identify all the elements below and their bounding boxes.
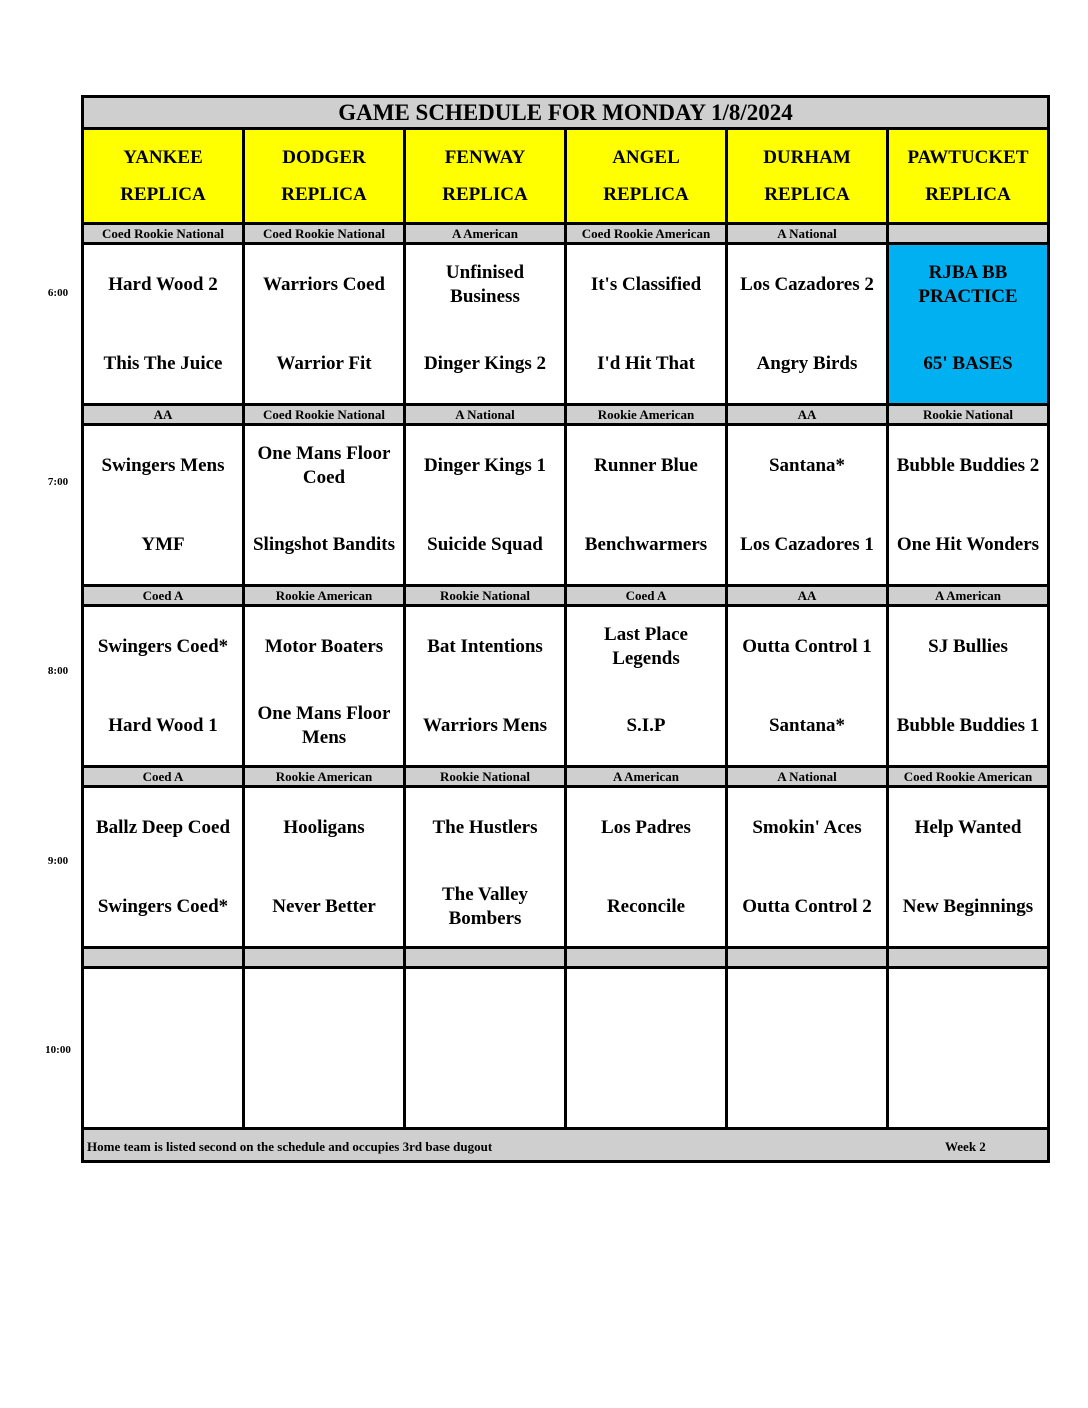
game-cell [405, 244, 566, 405]
division-label: Rookie American [566, 405, 727, 425]
away-team: Hard Wood 2 [108, 273, 218, 295]
game-cell [888, 787, 1049, 948]
field-type: REPLICA [442, 184, 528, 205]
game-cell [566, 787, 727, 948]
division-label [727, 948, 888, 968]
away-team: Help Wanted [914, 816, 1022, 838]
home-team: Slingshot Bandits [252, 533, 396, 555]
home-team: I'd Hit That [597, 352, 695, 374]
footer-bar [83, 1129, 1049, 1162]
away-team: Swingers Coed* [97, 635, 229, 657]
home-team: Suicide Squad [427, 533, 543, 555]
game-cell [244, 425, 405, 586]
field-header-durham [727, 129, 888, 224]
home-team: One Mans Floor Mens [257, 702, 391, 748]
home-team [567, 1048, 725, 1127]
game-cell [727, 425, 888, 586]
game-cell [83, 968, 244, 1129]
division-label [83, 948, 244, 968]
game-cell [244, 606, 405, 767]
away-team: Los Padres [601, 816, 691, 838]
home-team: YMF [141, 533, 185, 555]
away-team [84, 969, 242, 1048]
away-team: Dinger Kings 1 [423, 454, 547, 476]
away-team [728, 969, 886, 1048]
schedule-sheet [81, 95, 1050, 1163]
division-label: AA [727, 586, 888, 606]
practice-label: RJBA BB PRACTICE [918, 261, 1018, 307]
division-label: Rookie American [244, 767, 405, 787]
home-team: Angry Birds [756, 352, 858, 374]
home-team [406, 1048, 564, 1127]
division-label [888, 948, 1049, 968]
away-team: Swingers Mens [101, 454, 225, 476]
game-cell [566, 425, 727, 586]
time-label-8: 8:00 [47, 665, 69, 677]
division-label: Coed A [566, 586, 727, 606]
field-header-pawtucket [888, 129, 1049, 224]
away-team [567, 969, 725, 1048]
practice-cell [888, 244, 1049, 405]
field-type: REPLICA [281, 184, 367, 205]
game-cell [888, 968, 1049, 1129]
away-team: Runner Blue [594, 454, 698, 476]
away-team: Santana* [768, 454, 846, 476]
game-cell [405, 968, 566, 1129]
division-label: AA [83, 405, 244, 425]
home-team: Swingers Coed* [97, 895, 229, 917]
field-header-dodger [244, 129, 405, 224]
game-cell [566, 244, 727, 405]
away-team: Bat Intentions [427, 635, 543, 657]
division-label: Coed A [83, 586, 244, 606]
home-team: Bubble Buddies 1 [896, 714, 1040, 736]
home-team: This The Juice [103, 352, 223, 374]
field-name: FENWAY [444, 147, 526, 168]
game-cell [727, 244, 888, 405]
field-type: REPLICA [603, 184, 689, 205]
division-label: Coed Rookie American [888, 767, 1049, 787]
game-cell [83, 606, 244, 767]
away-team: Los Cazadores 2 [740, 273, 874, 295]
week-label: Week 2 [945, 1139, 986, 1154]
game-cell [727, 787, 888, 948]
away-team: Last Place Legends [604, 623, 688, 669]
home-team [84, 1048, 242, 1127]
field-header-fenway [405, 129, 566, 224]
away-team: Smokin' Aces [752, 816, 862, 838]
field-name: DURHAM [763, 147, 851, 168]
away-team: SJ Bullies [928, 635, 1008, 657]
home-team: Dinger Kings 2 [423, 352, 547, 374]
away-team: Unfinised Business [445, 261, 525, 307]
home-team: One Hit Wonders [896, 533, 1040, 555]
home-team: New Beginnings [902, 895, 1034, 917]
time-label-6: 6:00 [47, 287, 69, 299]
division-label: Rookie National [405, 767, 566, 787]
game-cell [244, 244, 405, 405]
game-cell [244, 787, 405, 948]
field-name: ANGEL [612, 147, 680, 168]
division-label [888, 224, 1049, 244]
field-type: REPLICA [764, 184, 850, 205]
practice-note: 65' BASES [923, 352, 1013, 374]
home-team: Benchwarmers [584, 533, 708, 555]
away-team: One Mans Floor Coed [257, 442, 391, 488]
home-team: Los Cazadores 1 [740, 533, 874, 555]
away-team [889, 969, 1047, 1048]
division-label [566, 948, 727, 968]
division-label: Coed Rookie National [83, 224, 244, 244]
game-cell [566, 606, 727, 767]
home-team: Outta Control 2 [742, 895, 872, 917]
division-label: Rookie National [888, 405, 1049, 425]
division-label: Rookie American [244, 586, 405, 606]
time-label-10: 10:00 [45, 1044, 71, 1056]
game-cell [405, 425, 566, 586]
schedule-table [81, 95, 1050, 1163]
away-team: Outta Control 1 [742, 635, 872, 657]
division-label: AA [727, 405, 888, 425]
home-team: Never Better [272, 895, 376, 917]
away-team [245, 969, 403, 1048]
division-label: A National [727, 767, 888, 787]
division-label: Coed Rookie National [244, 405, 405, 425]
home-team: S.I.P [626, 714, 666, 736]
away-team: Motor Boaters [264, 635, 384, 657]
schedule-title: GAME SCHEDULE FOR MONDAY 1/8/2024 [83, 97, 1049, 129]
home-team [245, 1048, 403, 1127]
division-label: Coed A [83, 767, 244, 787]
game-cell [83, 244, 244, 405]
away-team: The Hustlers [432, 816, 538, 838]
home-team: Santana* [768, 714, 846, 736]
game-cell [83, 787, 244, 948]
away-team: Ballz Deep Coed [95, 816, 231, 838]
game-cell [405, 606, 566, 767]
division-label [405, 948, 566, 968]
division-label: Rookie National [405, 586, 566, 606]
home-team: Hard Wood 1 [108, 714, 218, 736]
home-team: Warrior Fit [276, 352, 372, 374]
division-label: Coed Rookie American [566, 224, 727, 244]
division-label: A American [566, 767, 727, 787]
away-team [406, 969, 564, 1048]
game-cell [727, 968, 888, 1129]
home-team [889, 1048, 1047, 1127]
home-team: The Valley Bombers [441, 883, 529, 929]
home-team: Warriors Mens [422, 714, 547, 736]
field-type: REPLICA [120, 184, 206, 205]
away-team: Hooligans [283, 816, 365, 838]
game-cell [727, 606, 888, 767]
division-label: Coed Rookie National [244, 224, 405, 244]
field-header-angel [566, 129, 727, 224]
away-team: Warriors Coed [263, 273, 385, 295]
game-cell [566, 968, 727, 1129]
field-name: DODGER [282, 147, 366, 168]
time-label-9: 9:00 [47, 855, 69, 867]
division-label: A American [888, 586, 1049, 606]
game-cell [405, 787, 566, 948]
field-name: PAWTUCKET [907, 147, 1029, 168]
footer-note: Home team is listed second on the schedule and occupies 3rd base dugout [87, 1139, 493, 1154]
division-label [244, 948, 405, 968]
away-team: It's Classified [590, 273, 702, 295]
game-cell [83, 425, 244, 586]
division-label: A National [727, 224, 888, 244]
field-type: REPLICA [925, 184, 1011, 205]
game-cell [888, 425, 1049, 586]
division-label: A American [405, 224, 566, 244]
field-name: YANKEE [123, 147, 203, 168]
home-team [728, 1048, 886, 1127]
home-team: Reconcile [606, 895, 686, 917]
game-cell [244, 968, 405, 1129]
game-cell [888, 606, 1049, 767]
time-label-7: 7:00 [47, 476, 69, 488]
field-header-yankee [83, 129, 244, 224]
away-team: Bubble Buddies 2 [896, 454, 1040, 476]
division-label: A National [405, 405, 566, 425]
